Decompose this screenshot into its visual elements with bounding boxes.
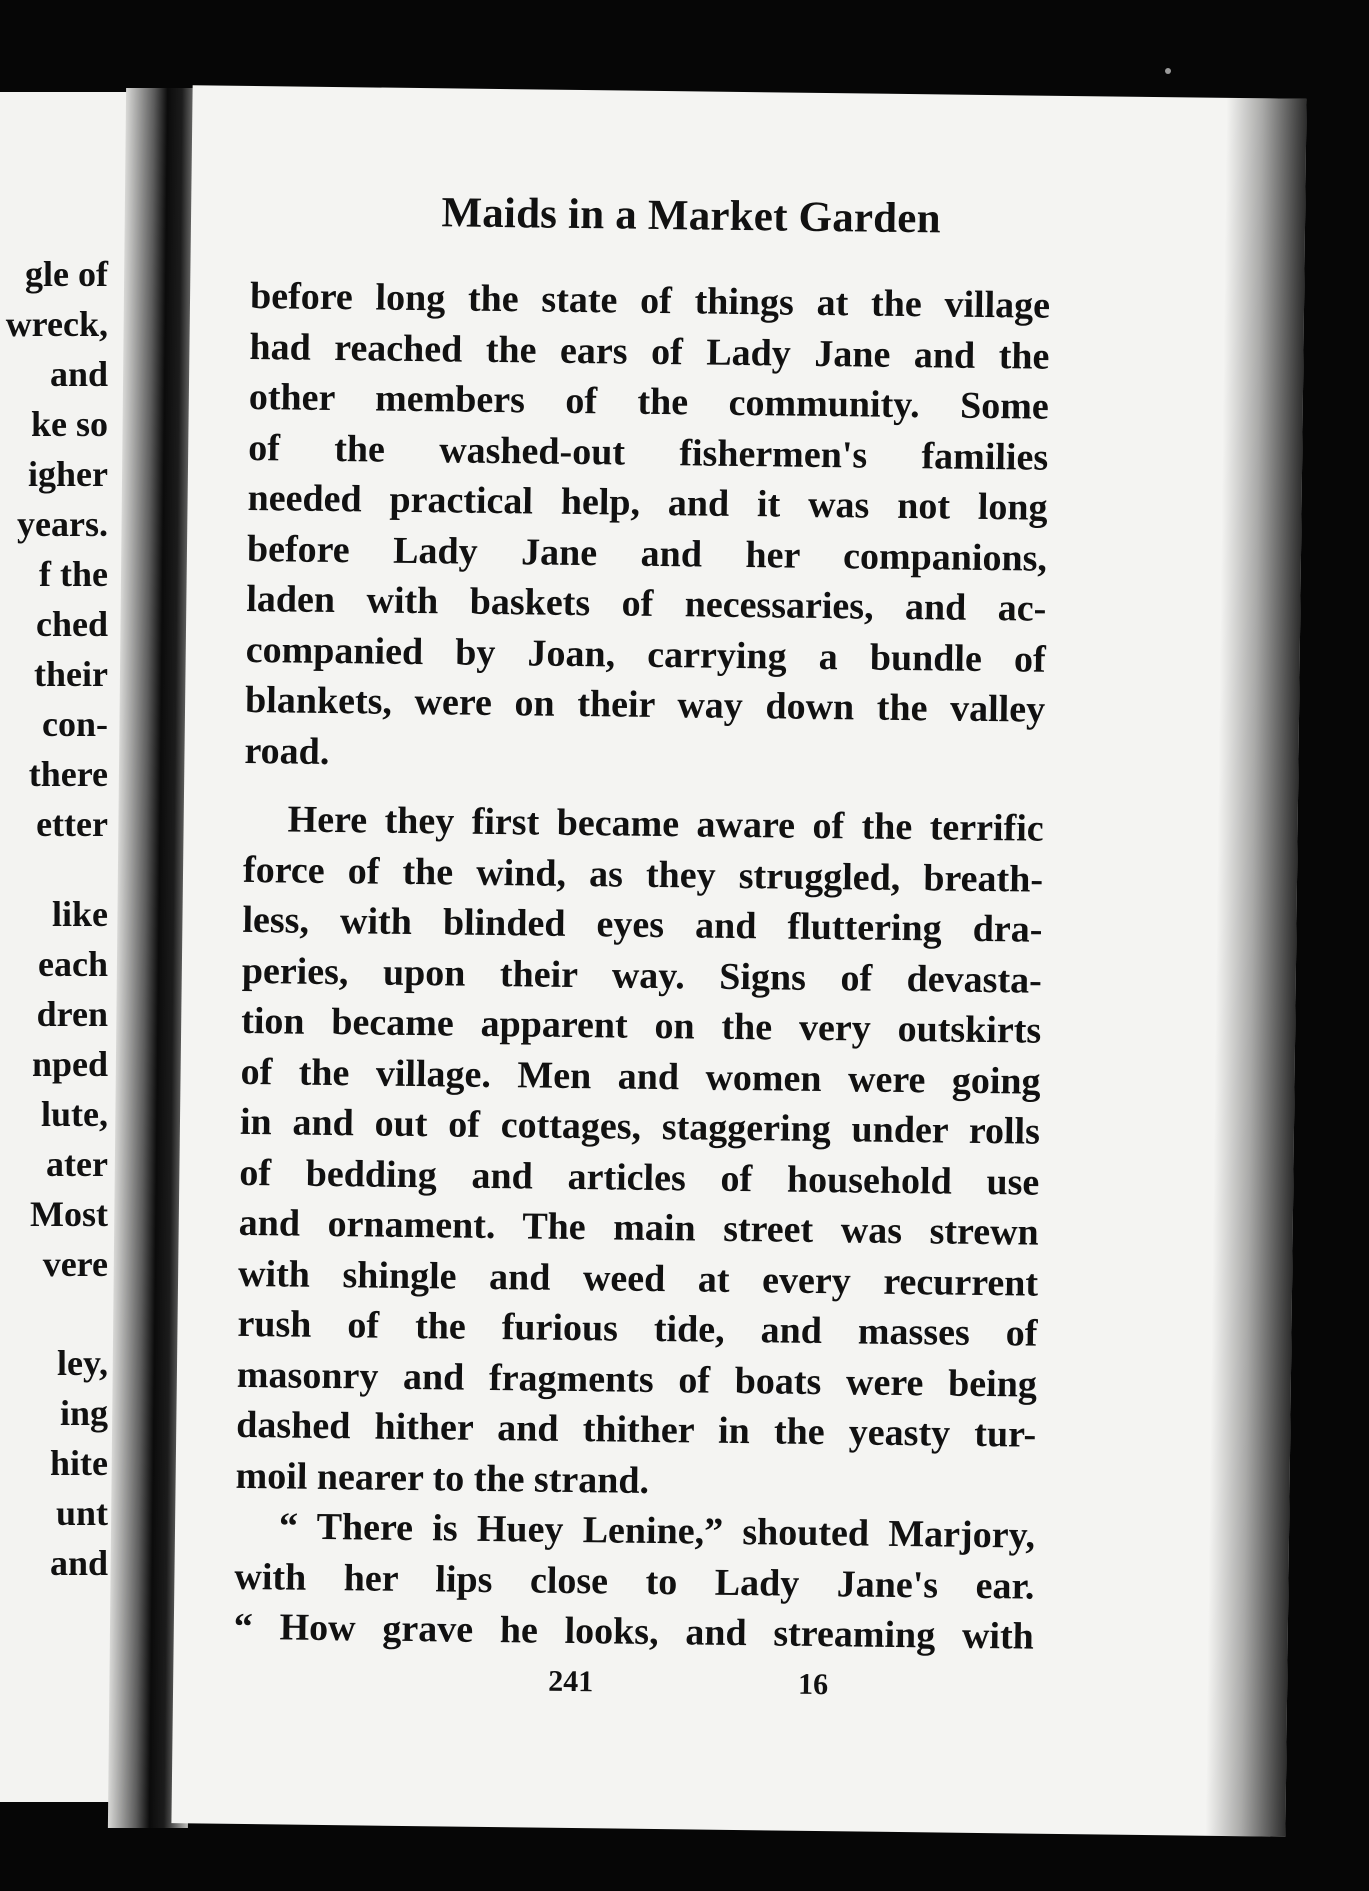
- facing-page-line: ater: [46, 1144, 108, 1184]
- facing-page-line: and: [49, 354, 108, 394]
- text-line: with shingle and weed at every recurrent: [237, 1252, 1039, 1305]
- text-line: of the village. Men and women were going: [240, 1050, 1041, 1103]
- facing-page-line: hite: [50, 1443, 108, 1483]
- facing-page-text-middle: [0, 890, 108, 1290]
- text-line: needed practical help, and it was not long: [247, 476, 1048, 529]
- text-line: had reached the ears of Lady Jane and the: [249, 325, 1050, 378]
- text-line: dashed hither and thither in the yeasty tur-: [236, 1403, 1037, 1456]
- facing-page-text-bottom: [0, 1339, 108, 1589]
- facing-page-line: and: [49, 1543, 108, 1583]
- text-line: force of the wind, as they struggled, breath-: [242, 848, 1044, 901]
- facing-page-line: Most: [30, 1194, 108, 1234]
- facing-page-line: etter: [36, 804, 108, 844]
- text-line: of the washed-out fishermen's families: [247, 426, 1049, 479]
- page-body-text: [234, 271, 1051, 1662]
- scan-dust-speck: [1165, 68, 1171, 74]
- text-line: Here they first became aware of the terrific: [287, 798, 1044, 850]
- facing-page-line: each: [38, 944, 108, 984]
- text-line: before long the state of things at the village: [249, 274, 1051, 327]
- facing-page-line: ched: [36, 604, 108, 644]
- text-line: less, with blinded eyes and fluttering dra-: [242, 898, 1043, 951]
- facing-page-line: dren: [36, 994, 108, 1034]
- page-number: 241: [547, 1664, 594, 1699]
- facing-page-line: lute,: [41, 1094, 108, 1134]
- page-edge-shadow: [1205, 98, 1306, 1837]
- facing-page-line: their: [34, 654, 108, 694]
- text-line: road.: [244, 729, 330, 773]
- text-line: peries, upon their way. Signs of devasta-: [241, 949, 1043, 1002]
- text-line: masonry and fragments of boats were being: [236, 1353, 1038, 1406]
- facing-page-line: nped: [31, 1044, 108, 1084]
- text-line: “ There is Huey Lenine,” shouted Marjory,: [278, 1505, 1036, 1557]
- facing-page-line: f the: [39, 554, 108, 594]
- facing-page-line: con-: [42, 704, 108, 744]
- text-line: in and out of cottages, staggering under rolls: [239, 1100, 1041, 1153]
- text-line: other members of the community. Some: [248, 375, 1050, 428]
- text-line: blankets, were on their way down the valley: [244, 678, 1046, 731]
- facing-page-line: years.: [17, 504, 108, 544]
- book-page-right: [171, 85, 1306, 1836]
- facing-page-line: igher: [28, 454, 108, 494]
- signature-mark: 16: [797, 1667, 829, 1702]
- text-line: laden with baskets of necessaries, and ac-: [246, 577, 1047, 630]
- text-line: rush of the furious tide, and masses of: [237, 1302, 1038, 1355]
- facing-page-line: gle of: [25, 254, 108, 294]
- text-line: of bedding and articles of household use: [239, 1151, 1040, 1204]
- page-footer: [173, 1660, 1173, 1712]
- facing-page-line: like: [51, 894, 108, 934]
- facing-page-line: wreck,: [5, 304, 108, 344]
- running-head: Maids in a Market Garden: [441, 189, 942, 243]
- text-line: tion became apparent on the very outskirts: [240, 999, 1042, 1052]
- facing-page-text-top: [0, 250, 108, 850]
- facing-page-line: unt: [55, 1493, 108, 1533]
- text-line: before Lady Jane and her companions,: [246, 527, 1048, 580]
- facing-page-line: ley,: [57, 1343, 108, 1383]
- facing-page-line: vere: [42, 1244, 108, 1284]
- text-line: “ How grave he looks, and streaming with: [233, 1605, 1035, 1658]
- facing-page-line: ke so: [30, 404, 108, 444]
- text-line: companied by Joan, carrying a bundle of: [245, 628, 1046, 681]
- facing-page-line: there: [28, 754, 108, 794]
- text-line: with her lips close to Lady Jane's ear.: [234, 1555, 1035, 1608]
- text-line: and ornament. The main street was strewn: [238, 1201, 1039, 1254]
- facing-page-line: ing: [59, 1393, 108, 1433]
- text-line: moil nearer to the strand.: [235, 1454, 650, 1502]
